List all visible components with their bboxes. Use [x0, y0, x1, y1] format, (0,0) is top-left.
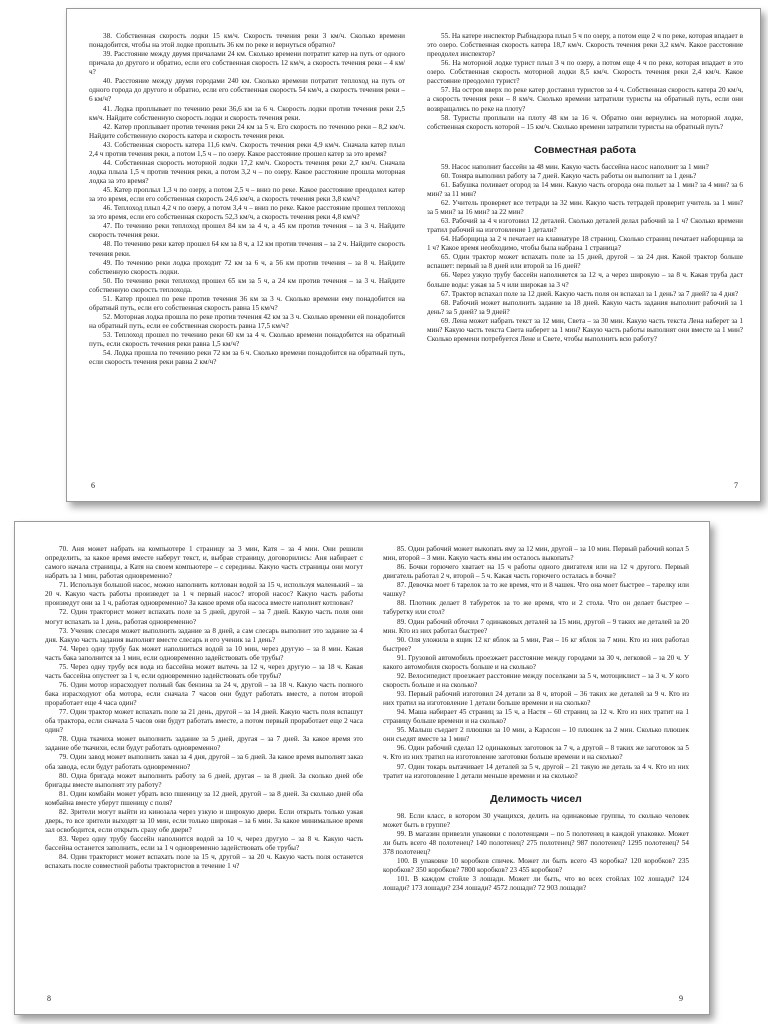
problem-paragraph: 53. Теплоход прошел по течению реки 60 км за 4 ч. Сколько времени понадобится на обратный путь, если скорость течения реки равна 1,5 км/ч? [89, 331, 405, 349]
problem-paragraph: 52. Моторная лодка прошла по реке против течения 42 км за 3 ч. Сколько времени ей понадобится на обратный путь, если ее собственная скорость равна 17,5 км/ч? [89, 312, 405, 330]
problem-paragraph: 77. Один трактор может вспахать поле за 21 день, другой – за 14 дней. Какую часть поля вспашут оба трактора, если сначала 5 часов они будут работать вместе, а потом первый проработает еще 2 часа один? [45, 708, 363, 735]
page-number-6: 6 [91, 481, 95, 490]
problem-paragraph: 70. Аня может набрать на компьютере 1 страницу за 3 мин, Катя – за 4 мин. Они решили определить, за какое время вместе наберут текст, и, выбрав страницу, договорились: Аня набирает с самого начала страницы, а Катя на своем компьютере – с середины. Какую часть страницы они могут набрать за 1 мин, работая одновременно? [45, 545, 363, 581]
problem-paragraph: 61. Бабушка поливает огород за 14 мин. Какую часть огорода она польет за 1 мин? за 4 мин? за 6 мин? за 11 мин? [427, 180, 743, 198]
problem-paragraph: 101. В каждом стойле 3 лошади. Может ли быть, что во всех стойлах 102 лошади? 124 лошади? 173 лошади? 234 лошади? 4572 лошади? 72 903 лошади? [383, 875, 689, 893]
problem-paragraph: 95. Малыш съедает 2 плюшки за 10 мин, а Карлсон – 10 плюшек за 2 мин. Сколько плюшек они съедят вместе за 1 мин? [383, 726, 689, 744]
problem-paragraph: 51. Катер прошел по реке против течения 36 км за 3 ч. Сколько времени ему понадобится на обратный путь, если его собственная скорость равна 15 км/ч? [89, 294, 405, 312]
problem-paragraph: 45. Катер проплыл 1,3 ч по озеру, а потом 2,5 ч – вниз по реке. Какое расстояние преодолел катер за это время, если его собственная скорость 24,6 км/ч, а скорость течения реки 3,8 км/ч? [89, 186, 405, 204]
page-9-problems-85-97 [383, 545, 689, 781]
problem-paragraph: 90. Оля уложила в ящик 12 кг яблок за 5 мин, Рая – 16 кг яблок за 7 мин. Кто из них работал быстрее? [383, 635, 689, 653]
problem-paragraph: 83. Через одну трубу бассейн наполнится водой за 10 ч, через другую – за 8 ч. Какую часть бассейна останется заполнить, если за 1 ч одновременно задействовать обе трубы? [45, 835, 363, 853]
problem-paragraph: 39. Расстояние между двумя причалами 24 км. Сколько времени потратит катер на путь от одного причала до другого и обратно, если его собственная скорость 12 км/ч, а скорость течения реки – 4 км/ч? [89, 50, 405, 77]
problem-paragraph: 46. Теплоход плыл 4,2 ч по озеру, а потом 3,4 ч – вниз по реке. Какое расстояние прошел теплоход за это время, если его собственная скорость 52,3 км/ч, а скорость течения реки 4,8 км/ч? [89, 204, 405, 222]
problem-paragraph: 93. Первый рабочий изготовил 24 детали за 8 ч, второй – 36 таких же деталей за 9 ч. Кто из них тратил на изготовление 1 детали больше времени и на сколько? [383, 690, 689, 708]
problem-paragraph: 86. Бочки горючего хватает на 15 ч работы одного двигателя или на 12 ч другого. Первый двигатель работал 2 ч, второй – 5 ч. Какая часть горючего осталась в бочке? [383, 563, 689, 581]
page-number-8: 8 [47, 994, 51, 1003]
problem-paragraph: 88. Плотник делает 8 табуреток за то же время, что и 2 стола. Что он делает быстрее – табуретку или стол? [383, 599, 689, 617]
problem-paragraph: 43. Собственная скорость катера 11,6 км/ч. Скорость течения реки 4,9 км/ч. Сначала катер плыл 2,4 ч против течения реки, а потом 1,5 ч – по озеру. Какое расстояние прошел катер за это время? [89, 140, 405, 158]
problem-paragraph: 84. Один тракторист может вспахать поле за 15 ч, другой – за 20 ч. Какую часть поля останется вспахать после совместной работы трактористов в течение 1 ч? [45, 853, 363, 871]
problem-paragraph: 56. На моторной лодке турист плыл 3 ч по озеру, а потом еще 4 ч по реке, которая впадает в это озеро. Собственная скорость моторной лодки 8,5 км/ч. Скорость течения реки 2,4 км/ч. Какое расстояние преодолел турист? [427, 59, 743, 86]
problem-paragraph: 48. По течению реки катер прошел 64 км за 8 ч, а 12 км против течения – за 2 ч. Найдите скорость течения реки. [89, 240, 405, 258]
problem-paragraph: 81. Один комбайн может убрать всю пшеницу за 12 дней, другой – за 8 дней. За сколько дней оба комбайна вместе уберут пшеницу с поля? [45, 789, 363, 807]
problem-paragraph: 91. Грузовой автомобиль проезжает расстояние между городами за 30 ч, легковой – за 20 ч. У какого автомобиля скорость больше и на сколько? [383, 653, 689, 671]
problem-paragraph: 72. Один тракторист может вспахать поле за 5 дней, другой – за 7 дней. Какую часть поля они могут вспахать за 1 день, работая одновременно? [45, 608, 363, 626]
book-spread-pages-6-7 [66, 8, 761, 502]
problem-paragraph: 94. Маша набирает 45 страниц за 15 ч, а Настя – 60 страниц за 12 ч. Кто из них тратит на 1 страницу больше времени и на сколько? [383, 708, 689, 726]
problem-paragraph: 76. Один мотор израсходует полный бак бензина за 24 ч, другой – за 18 ч. Какую часть полного бака израсходуют оба мотора, если сначала 7 часов они будут работать вместе, а потом второй проработает еще 4 часа один? [45, 680, 363, 708]
problem-paragraph: 41. Лодка проплывает по течению реки 36,6 км за 6 ч. Скорость лодки против течения реки 2,5 км/ч. Найдите собственную скорость лодки и скорость течения реки. [89, 104, 405, 122]
page-7-problems-59-69 [427, 163, 743, 344]
problem-paragraph: 65. Один трактор может вспахать поле за 15 дней, другой – за 24 дня. Какой трактор больше вспашет: первый за 8 дней или второй за 16 дней? [427, 253, 743, 271]
page-7-text [427, 32, 743, 344]
section-heading-joint-work: Совместная работа [534, 143, 636, 156]
problem-paragraph: 99. В магазин привезли упаковки с полотенцами – по 5 полотенец в каждой упаковке. Может ли быть всего 48 полотенец? 140 полотенец? 275 полотенец? 987 полотенец? 1295 полотенец? 54 378 полотенец? [383, 829, 689, 856]
problem-paragraph: 75. Через одну трубу вся вода из бассейна может вытечь за 12 ч, через другую – за 18 ч. Какая часть бассейна опустеет за 1 ч, если одновременно задействовать обе трубы? [45, 662, 363, 680]
page-number-7: 7 [734, 481, 738, 490]
problem-paragraph: 55. На катере инспектор Рыбнадзора плыл 5 ч по озеру, а потом еще 2 ч по реке, которая впадает в это озеро. Собственная скорость катера 18,7 км/ч. Скорость течения реки 3,2 км/ч. Какое расстояние преодолел инспектор? [427, 32, 743, 59]
problem-paragraph: 44. Собственная скорость моторной лодки 17,2 км/ч. Скорость течения реки 2,7 км/ч. Сначала лодка плыла 1,5 ч против течения реки, а потом 3,2 ч – по озеру. Какое расстояние прошла моторная лодка за это время? [89, 158, 405, 185]
problem-paragraph: 89. Один рабочий обточил 7 одинаковых деталей за 15 мин, другой – 9 таких же деталей за 20 мин. Кто из них работал быстрее? [383, 617, 689, 635]
problem-paragraph: 67. Трактор вспахал поле за 12 дней. Какую часть поля он вспахал за 1 день? за 7 дней? за 4 дня? [441, 289, 739, 298]
problem-paragraph: 98. Если класс, в котором 30 учащихся, делить на одинаковые группы, то сколько человек может быть в группе? [383, 811, 689, 829]
problem-paragraph: 78. Одна ткачиха может выполнить задание за 5 дней, другая – за 7 дней. За какое время это задание обе ткачихи, если будут работать одновременно? [45, 735, 363, 753]
problem-paragraph: 49. По течению реки лодка проходит 72 км за 6 ч, а 56 км против течения – за 8 ч. Найдите собственную скорость лодки. [89, 258, 405, 276]
problem-paragraph: 59. Насос наполнит бассейн за 48 мин. Какую часть бассейна насос наполнит за 1 мин? [441, 162, 709, 171]
problem-paragraph: 62. Учитель проверяет все тетради за 32 мин. Какую часть тетрадей проверит учитель за 1 мин? за 5 мин? за 16 мин? за 22 мин? [427, 198, 743, 216]
problem-paragraph: 73. Ученик слесаря может выполнить задание за 8 дней, а сам слесарь выполнит это задание за 4 дня. Какую часть задания выполнят вместе слесарь и его ученик за 1 день? [45, 626, 363, 644]
problem-paragraph: 68. Рабочий может выполнить задание за 18 дней. Какую часть задания выполнит рабочий за 1 день? за 5 дней? за 9 дней? [427, 298, 743, 316]
problem-paragraph: 79. Один завод может выполнить заказ за 4 дня, другой – за 6 дней. За какое время выполнят заказ оба завода, если будут работать одновременно? [45, 753, 363, 771]
problem-paragraph: 58. Туристы проплыли на плоту 48 км за 16 ч. Обратно они вернулись на моторной лодке, собственная скорость которой – 15 км/ч. Сколько времени затратили туристы на обратный путь? [427, 113, 743, 131]
problem-paragraph: 47. По течению реки теплоход прошел 84 км за 4 ч, а 45 км против течения – за 3 ч. Найдите скорость течения реки. [89, 222, 405, 240]
page-8-text [45, 545, 363, 871]
page-9-problems-98-101 [383, 812, 689, 894]
page-number-9: 9 [679, 994, 683, 1003]
problem-paragraph: 38. Собственная скорость лодки 15 км/ч. Скорость течения реки 3 км/ч. Сколько времени понадобится, чтобы на этой лодке проплыть 36 км по реке и вернуться обратно? [89, 32, 405, 50]
problem-paragraph: 96. Один рабочий сделал 12 одинаковых заготовок за 7 ч, а другой – 8 таких же заготовок за 5 ч. Кто из них тратил на изготовление заготовки больше времени и на сколько? [383, 744, 689, 762]
page-6-text [89, 32, 405, 367]
problem-paragraph: 71. Используя большой насос, можно наполнить котлован водой за 15 ч, используя маленький – за 20 ч. Какую часть работы произведет за 1 ч первый насос? второй насос? Какую часть работы произведут они за 1 ч, работая одновременно? За какое время оба насоса вместе наполнят котлован? [45, 581, 363, 608]
page-9-text [383, 545, 689, 893]
problem-paragraph: 50. По течению реки теплоход прошел 65 км за 5 ч, а 24 км против течения – за 3 ч. Найдите собственную скорость теплохода. [89, 276, 405, 294]
problem-paragraph: 85. Один рабочий может выкопать яму за 12 мин, другой – за 10 мин. Первый рабочий копал 5 мин, второй – 3 мин. Какую часть ямы им осталось выкопать? [383, 545, 689, 563]
problem-paragraph: 82. Зрители могут выйти из кинозала через узкую и широкую двери. Если открыть только узкая дверь, то все зрители выходят за 10 мин, если только широкая – за 6 мин. За какое минимальное время зал освободится, если открыть сразу обе двери? [45, 807, 363, 834]
problem-paragraph: 100. В упаковке 10 коробков спичек. Может ли быть всего 43 коробка? 120 коробков? 235 коробков? 350 коробков? 7800 коробков? 23 455 коробков? [383, 856, 689, 874]
problem-paragraph: 97. Один токарь вытачивает 14 деталей за 5 ч, другой – 21 такую же деталь за 4 ч. Кто из них тратит на изготовление 1 детали меньше времени и на сколько? [383, 762, 689, 780]
problem-paragraph: 69. Лена может набрать текст за 12 мин, Света – за 30 мин. Какую часть текста Лена наберет за 1 мин? Какую часть текста Света наберет за 1 мин? Какую часть работы выполнят они вместе за 1 мин? Сколько времени потребуется Лене и Свете, чтобы выполнить всю работу? [427, 316, 743, 343]
problem-paragraph: 74. Через одну трубу бак может наполниться водой за 10 мин, через другую – за 8 мин. Какая часть бака заполнится за 1 мин, если одновременно задействовать обе трубы? [45, 644, 363, 662]
problem-paragraph: 64. Наборщица за 2 ч печатает на клавиатуре 18 страниц. Сколько страниц печатает наборщица за 1 ч? Какое время необходимо, чтобы была набрана 1 страница? [427, 235, 743, 253]
page-7-problems-55-58 [427, 32, 743, 132]
problem-paragraph: 66. Через узкую трубу бассейн наполняется за 12 ч, а через широкую – за 8 ч. Какая труба даст больше воды: узкая за 5 ч или широкая за 3 ч? [427, 271, 743, 289]
problem-paragraph: 92. Велосипедист проезжает расстояние между поселками за 5 ч, мотоциклист – за 3 ч. У кого скорость больше и на сколько? [383, 671, 689, 689]
book-spread-pages-8-9 [14, 521, 710, 1015]
problem-paragraph: 80. Одна бригада может выполнить работу за 6 дней, другая – за 8 дней. За сколько дней обе бригады вместе выполнят эту работу? [45, 771, 363, 789]
problem-paragraph: 57. На остров вверх по реке катер доставил туристов за 4 ч. Собственная скорость катера 20 км/ч, а скорость течения реки – 8 км/ч. Сколько времени затратили туристы на обратный путь, если они возвращались по реке на плоту? [427, 86, 743, 113]
problem-paragraph: 60. Тоняра выполнил работу за 7 дней. Какую часть работы он выполнит за 1 день? [441, 171, 697, 180]
problem-paragraph: 54. Лодка прошла по течению реки 72 км за 6 ч. Сколько времени понадобится на обратный путь, если скорость течения реки равна 2 км/ч? [89, 349, 405, 367]
problem-paragraph: 40. Расстояние между двумя городами 240 км. Сколько времени потратит теплоход на путь от одного города до другого и обратно, если его собственная скорость 54 км/ч, а скорость течения реки – 6 км/ч? [89, 77, 405, 104]
problem-paragraph: 63. Рабочий за 4 ч изготовил 12 деталей. Сколько деталей делал рабочий за 1 ч? Сколько времени тратил рабочий на изготовление 1 детали? [427, 217, 743, 235]
section-heading-divisibility: Делимость чисел [490, 792, 582, 805]
problem-paragraph: 42. Катер проплывает против течения реки 24 км за 5 ч. Его скорость по течению реки – 8,2 км/ч. Найдите собственную скорость катера и скорость течения реки. [89, 122, 405, 140]
problem-paragraph: 87. Девочка моет 6 тарелок за то же время, что и 8 чашек. Что она моет быстрее – тарелку или чашку? [383, 581, 689, 599]
